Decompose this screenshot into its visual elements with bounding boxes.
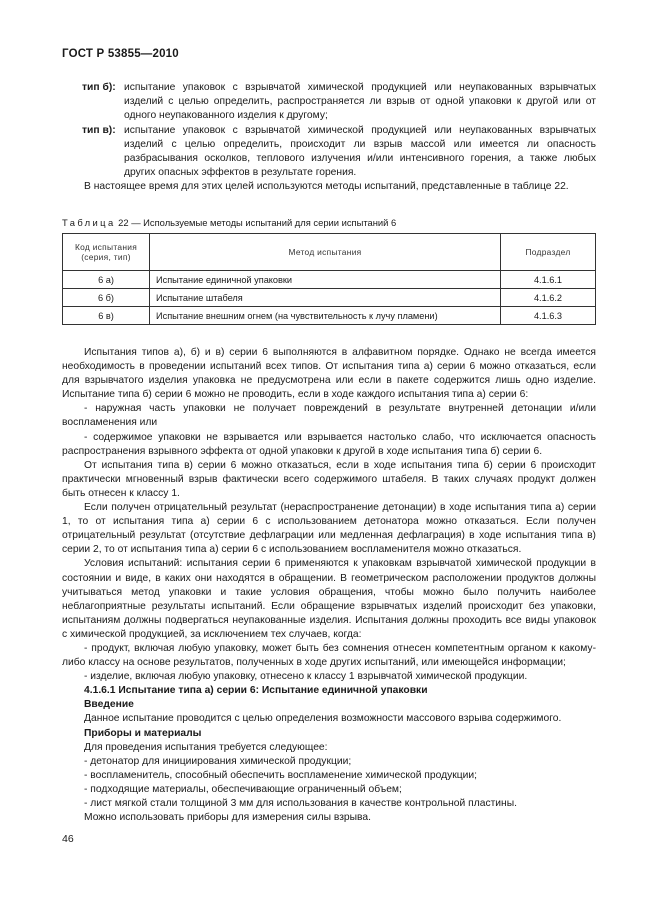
cell-subsection: 4.1.6.1 — [501, 271, 596, 289]
table-row — [63, 307, 596, 325]
test-type-c — [82, 124, 596, 180]
paragraph: Если получен отрицательный результат (нераспространение детонации) в ходе испытания типа а) серии 1, то от испытания типа а) серии 6 с использованием детонатора можно отказаться. Если получен отрицательный результат (отсутствие дефлаграции или медленная дефлаграция) в ходе испытания типа в) серии 2, то от испытания типа а) серии 6 с использованием воспламенителя можно отказаться. — [62, 502, 596, 556]
paragraph: Данное испытание проводится с целью определения возможности массового взрыва содержимого. — [84, 713, 562, 725]
cell-code: 6 а) — [63, 271, 150, 289]
cell-method: Испытание штабеля — [150, 289, 501, 307]
cell-subsection: 4.1.6.3 — [501, 307, 596, 325]
table-row — [63, 271, 596, 289]
cell-code: 6 б) — [63, 289, 150, 307]
list-item: - детонатор для инициирования химической продукции; — [84, 755, 352, 767]
section-heading: 4.1.6.1 Испытание типа а) серии 6: Испытание единичной упаковки — [84, 685, 428, 697]
intro-paragraph: В настоящее время для этих целей используются методы испытаний, представленные в таблице 22. — [84, 181, 569, 192]
list-item: - изделие, включая любую упаковку, отнесено к классу 1 взрывчатой химической продукции. — [84, 671, 528, 683]
header-subsection: Подраздел — [501, 234, 596, 271]
paragraph: Условия испытаний: испытания серии 6 применяются к упаковкам взрывчатой химической продукции в состоянии и виде, в каких они находятся в обращении. В геометрическом расположении продуктов должны учитываться метод упаковки и такие условия обращения, чтобы можно было получить наиболее неблагоприятные результаты испытаний. Если обращение взрывчатых изделий происходит без упаковки, испытаниям должны подвергаться неупакованные изделия. Испытания должны проходить все виды упаковок с химической продукцией, за исключением тех случаев, когда: — [62, 558, 596, 640]
test-type-text: испытание упаковок с взрывчатой химической продукцией или неупакованных взрывчатых изделий с целью определить, происходит ли взрыв массой или имеется ли опасность разбрасывания осколков, теплового излучения и/или интенсивного горения, а также любых других опасных эффектов в результате горения. — [124, 125, 596, 179]
test-type-label: тип в): — [82, 125, 116, 136]
table-row — [63, 289, 596, 307]
document-header: ГОСТ Р 53855—2010 — [62, 48, 179, 60]
subheading-equipment: Приборы и материалы — [84, 727, 202, 739]
list-item: - содержимое упаковки не взрывается или взрывается настолько слабо, что исключается опасность распространения взрывного эффекта от одной упаковки к другой в ходе испытания типа б) серии 6. — [62, 431, 596, 457]
list-item: - продукт, включая любую упаковку, может быть без сомнения отнесен компетентным органом к какому-либо классу на основе результатов, полученных в ходе других испытаний, или имеющейся информации; — [62, 642, 596, 669]
list-item: - воспламенитель, способный обеспечить воспламенение химической продукции; — [84, 769, 478, 781]
test-type-label: тип б): — [82, 82, 116, 93]
paragraph: Можно использовать приборы для измерения силы взрыва. — [84, 812, 371, 824]
list-item: - лист мягкой стали толщиной 3 мм для использования в качестве контрольной пластины. — [84, 798, 518, 809]
paragraph: Для проведения испытания требуется следующее: — [84, 741, 328, 753]
paragraph: Испытания типов а), б) и в) серии 6 выполняются в алфавитном порядке. Однако не всегда имеется необходимость в проведении испытаний всех типов. От испытания типа а) серии 6 можно отказаться, если для взрывчатого изделия упаковка не предусмотрена или если в пакете содержится лишь одно изделие. Испытание типа б) серии 6 можно не проводить, если в ходе каждого испытания типа а) серии 6: — [62, 347, 596, 401]
paragraph: От испытания типа в) серии 6 можно отказаться, если в ходе испытания типа б) серии 6 происходит практически мгновенный взрыв фактически всего содержимого штабеля. В таких случаях продукт должен быть отнесен к классу 1. — [62, 459, 596, 499]
table-caption-text: 22 — Используемые методы испытаний для серии испытаний 6 — [118, 217, 397, 228]
cell-method: Испытание внешним огнем (на чувствительность к лучу пламени) — [150, 307, 501, 325]
header-test-method: Метод испытания — [150, 234, 501, 271]
page-number: 46 — [62, 833, 74, 845]
header-test-code: Код испытания (серия, тип) — [63, 234, 150, 271]
list-item: - подходящие материалы, обеспечивающие ограниченный объем; — [84, 783, 402, 795]
subheading-introduction: Введение — [84, 699, 134, 711]
test-methods-table — [62, 233, 596, 325]
cell-method: Испытание единичной упаковки — [150, 271, 501, 289]
test-type-b — [82, 81, 596, 123]
cell-code: 6 в) — [63, 307, 150, 325]
test-type-text: испытание упаковок с взрывчатой химической продукцией или неупакованных взрывчатых изделий с целью определить, распространяется ли взрыв от одной упаковки к другой или от одного неупакованного изделия к другому; — [124, 82, 596, 122]
cell-subsection: 4.1.6.2 — [501, 289, 596, 307]
body-text — [62, 346, 596, 825]
table-header-row — [63, 234, 596, 271]
table-caption — [62, 217, 396, 228]
list-item: - наружная часть упаковки не получает повреждений в результате внутренней детонации и/или воспламенения или — [62, 403, 596, 429]
table-caption-word: Таблица — [62, 217, 116, 228]
